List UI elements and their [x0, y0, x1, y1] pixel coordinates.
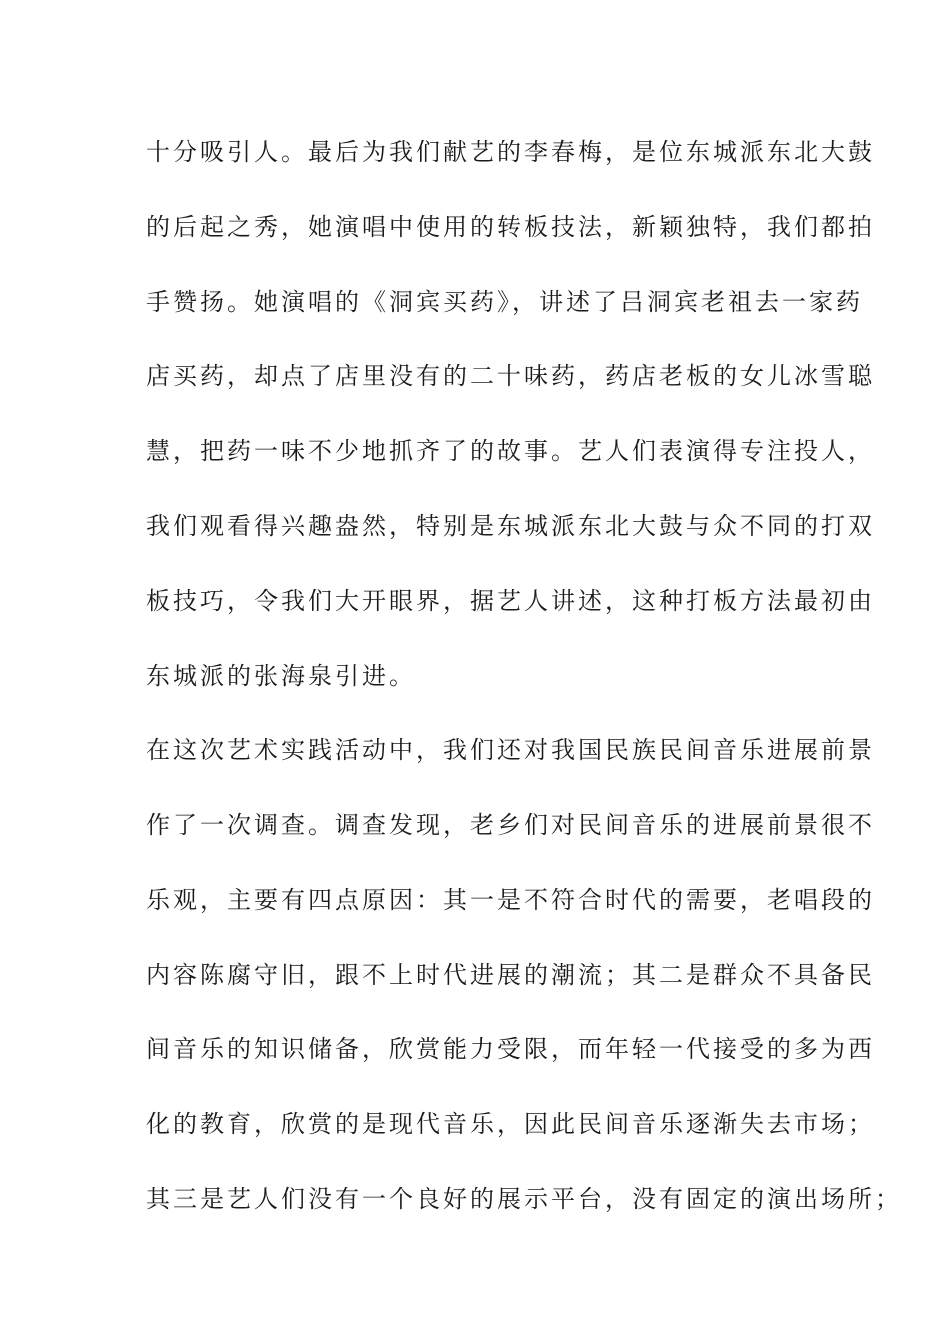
text-line: 乐观，主要有四点原因：其一是不符合时代的需要，老唱段的	[146, 886, 875, 914]
text-line: 板技巧，令我们大开眼界，据艺人讲述，这种打板方法最初由	[146, 587, 875, 615]
text-line: 内容陈腐守旧，跟不上时代进展的潮流；其二是群众不具备民	[146, 961, 875, 989]
text-line: 化的教育，欣赏的是现代音乐，因此民间音乐逐渐失去市场；	[146, 1110, 875, 1138]
text-line: 我们观看得兴趣盎然，特别是东城派东北大鼓与众不同的打双	[146, 512, 875, 540]
text-line: 作了一次调查。调查发现，老乡们对民间音乐的进展前景很不	[146, 811, 875, 839]
text-line: 十分吸引人。最后为我们献艺的李春梅，是位东城派东北大鼓	[146, 138, 875, 166]
text-line: 店买药，却点了店里没有的二十味药，药店老板的女儿冰雪聪	[146, 362, 875, 390]
text-line: 东城派的张海泉引进。	[146, 662, 416, 690]
text-line: 慧，把药一味不少地抓齐了的故事。艺人们表演得专注投人，	[146, 437, 875, 465]
text-line: 其三是艺人们没有一个良好的展示平台，没有固定的演出场所；	[146, 1185, 902, 1213]
text-line: 手赞扬。她演唱的《洞宾买药》，讲述了吕洞宾老祖去一家药	[146, 288, 863, 316]
text-line: 在这次艺术实践活动中，我们还对我国民族民间音乐进展前景	[146, 736, 875, 764]
text-line: 间音乐的知识储备，欣赏能力受限，而年轻一代接受的多为西	[146, 1035, 875, 1063]
text-line: 的后起之秀，她演唱中使用的转板技法，新颖独特，我们都拍	[146, 213, 875, 241]
